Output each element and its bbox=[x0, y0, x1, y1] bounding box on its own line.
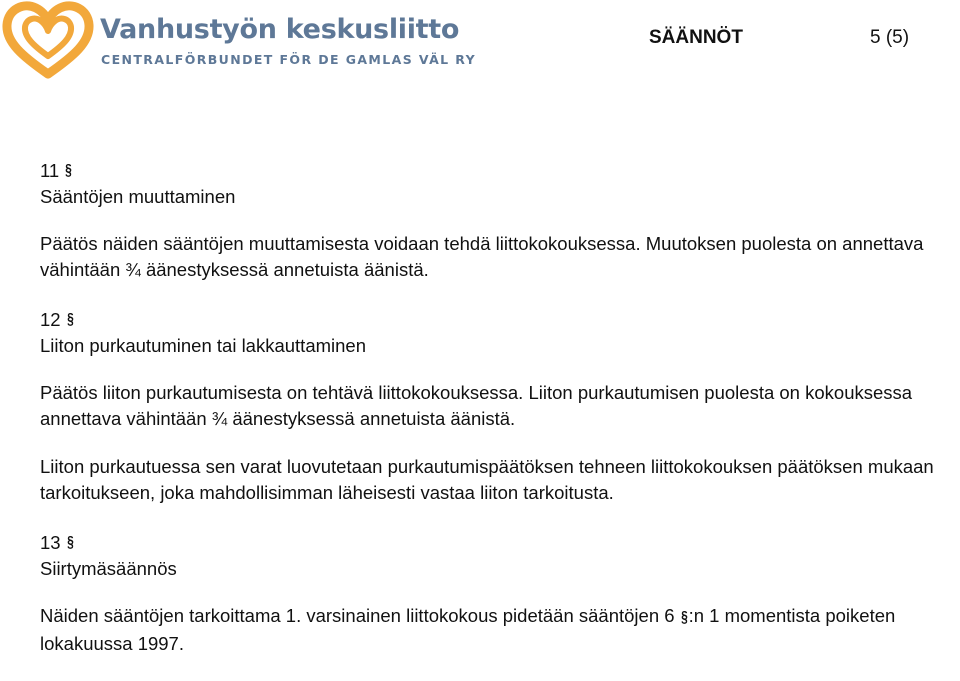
org-name-swedish: CENTRALFÖRBUNDET FÖR DE GAMLAS VÄL RY bbox=[101, 52, 477, 67]
document-body bbox=[40, 158, 960, 681]
section-number: 13 § bbox=[40, 530, 960, 556]
page-number: 5 (5) bbox=[870, 27, 910, 48]
page-header bbox=[0, 0, 960, 80]
paragraph-continuation: lokakuussa 1997. bbox=[40, 633, 184, 654]
section-title: Liiton purkautuminen tai lakkauttaminen bbox=[40, 335, 366, 356]
section-title: Siirtymäsäännös bbox=[40, 558, 177, 579]
paragraph: Päätös näiden sääntöjen muuttamisesta voidaan tehdä liittokokouksessa. Muutoksen puolesta on annettava vähintään ¾ äänestyksessä annetuista äänistä. bbox=[40, 233, 924, 280]
document-type: SÄÄNNÖT bbox=[649, 27, 743, 48]
section-12 bbox=[40, 307, 960, 506]
section-title: Sääntöjen muuttaminen bbox=[40, 186, 236, 207]
section-11 bbox=[40, 158, 960, 283]
section-13 bbox=[40, 530, 960, 657]
paragraph: Näiden sääntöjen tarkoittama 1. varsinainen liittokokous pidetään sääntöjen 6 §:n 1 momentista poiketen bbox=[40, 603, 960, 631]
section-number: 11 § bbox=[40, 158, 960, 184]
section-sign: § bbox=[66, 311, 74, 328]
section-number: 12 § bbox=[40, 307, 960, 333]
paragraph: Liiton purkautuessa sen varat luovutetaan purkautumispäätöksen tehneen liittokokouksen päätöksen mukaan tarkoitukseen, joka mahdollisimman läheisesti vastaa liiton tarkoitusta. bbox=[40, 456, 934, 503]
paragraph: Päätös liiton purkautumisesta on tehtävä liittokokouksessa. Liiton purkautumisen puolesta on kokouksessa annettava vähintään ¾ äänestyksessä annetuista äänistä. bbox=[40, 382, 913, 429]
org-name: Vanhustyön keskusliitto bbox=[100, 14, 460, 45]
section-sign: § bbox=[65, 162, 73, 179]
section-sign: § bbox=[680, 609, 688, 626]
heart-logo-icon bbox=[2, 0, 94, 80]
section-sign: § bbox=[66, 534, 74, 551]
